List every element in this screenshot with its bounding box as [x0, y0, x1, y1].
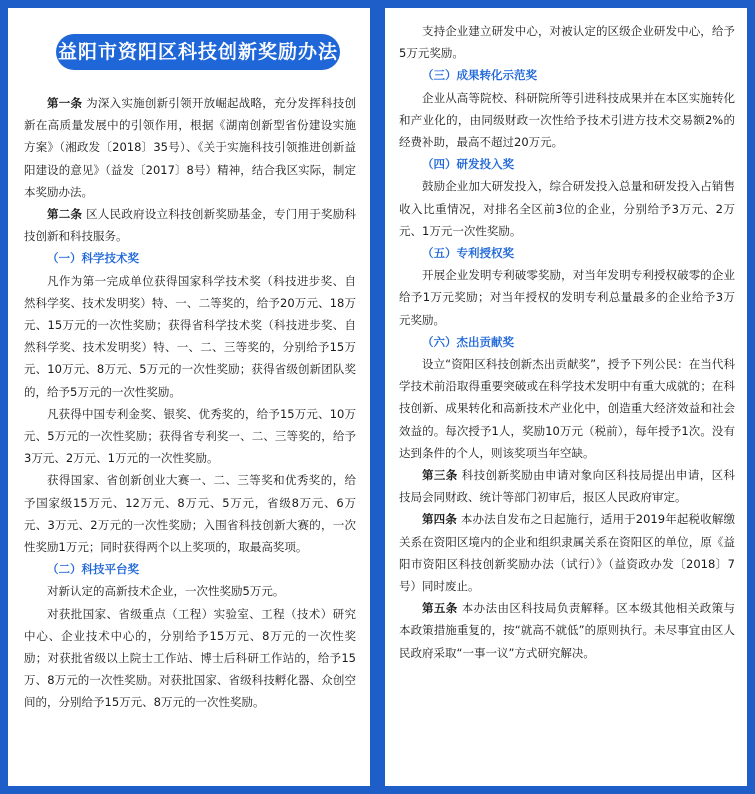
article-label: 第五条 [422, 601, 458, 616]
article-paragraph [24, 92, 356, 203]
article-paragraph [399, 508, 735, 597]
right-page [385, 8, 747, 786]
article-paragraph [399, 597, 735, 664]
section-heading: （三）成果转化示范奖 [422, 68, 537, 83]
article-label: 第三条 [422, 468, 458, 483]
body-paragraph: 对获批国家、省级重点（工程）实验室、工程（技术）研究中心、企业技术中心的，分别给予15万元、8万元的一次性奖励；对获批省级以上院士工作站、博士后科研工作站的，给予15万、8万元的一次性奖励。对获批国家、省级科技孵化器、众创空间的，分别给予15万元、8万元的一次性奖励。 [24, 606, 356, 710]
section-heading: （四）研发投入奖 [422, 157, 514, 172]
article-text: 为深入实施创新引领开放崛起战略，充分发挥科技创新在高质量发展中的引领作用，根据《湖南创新型省份建设实施方案》（湘政发〔2018〕35号）、《关于实施科技引领推进创新益阳建设的意见》（益发〔2017〕8号）精神，结合我区实际，制定本奖励办法。 [24, 96, 356, 199]
left-content [24, 92, 356, 714]
section-heading: （一）科学技术奖 [47, 251, 139, 266]
body-paragraph: 对新认定的高新技术企业，一次性奖励5万元。 [47, 584, 285, 599]
article-label: 第四条 [422, 512, 457, 527]
article-label: 第一条 [47, 96, 83, 110]
section-heading: （六）杰出贡献奖 [422, 334, 514, 349]
section-heading: （二）科技平台奖 [47, 562, 139, 577]
article-paragraph [399, 464, 735, 508]
body-paragraph: 获得国家、省创新创业大赛一、二、三等奖和优秀奖的，给予国家级15万元、12万元、8万元、5万元，省级8万元、6万元、3万元、2万元的一次性奖励；入围省科技创新大赛的，一次性奖励1万元；同时获得两个以上奖项的，取最高奖项。 [24, 473, 356, 555]
body-paragraph: 凡获得中国专利金奖、银奖、优秀奖的，给予15万元、10万元、5万元的一次性奖励；获得省专利奖一、二、三等奖的，给予3万元、2万元、1万元的一次性奖励。 [24, 406, 356, 466]
article-paragraph [24, 203, 356, 247]
left-page [8, 8, 370, 786]
body-paragraph: 开展企业发明专利破零奖励，对当年发明专利授权破零的企业给予1万元奖励；对当年授权的发明专利总量最多的企业给予3万元奖励。 [399, 268, 735, 327]
article-text: 本办法自发布之日起施行，适用于2019年起税收解缴关系在资阳区境内的企业和组织隶属关系在资阳区的单位，原《益阳市资阳区科技创新奖励办法（试行）》（益资政办发〔2018〕7号）同时废止。 [399, 512, 736, 594]
article-label: 第二条 [47, 207, 83, 222]
body-paragraph: 支持企业建立研发中心，对被认定的区级企业研发中心，给予5万元奖励。 [399, 24, 735, 61]
body-paragraph: 鼓励企业加大研发投入，综合研发投入总量和研发投入占销售收入比重情况，对排名全区前3位的企业，分别给予3万元、2万元、1万元一次性奖励。 [399, 179, 735, 238]
document-title: 益阳市资阳区科技创新奖励办法 [56, 34, 340, 70]
body-paragraph: 凡作为第一完成单位获得国家科学技术奖（科技进步奖、自然科学奖、技术发明奖）特、一、二等奖的，给予20万元、18万元、15万元的一次性奖励；获得省科学技术奖（科技进步奖、自然科学奖、技术发明奖）特、一、二、三等奖的，分别给予15万元、10万元、8万元、5万元的一次性奖励；获得省级创新团队奖的，给予5万元的一次性奖励。 [24, 273, 356, 399]
article-text: 科技创新奖励由申请对象向区科技局提出申请，区科技局会同财政、统计等部门初审后，报区人民政府审定。 [399, 468, 736, 505]
article-text: 本办法由区科技局负责解释。区本级其他相关政策与本政策措施重复的，按“就高不就低”的原则执行。未尽事宜由区人民政府采取“一事一议”方式研究解决。 [399, 601, 736, 660]
body-paragraph: 企业从高等院校、科研院所等引进科技成果并在本区实施转化和产业化的，由同级财政一次性给予技术引进方技术交易额2%的经费补助，最高不超过20万元。 [399, 90, 735, 150]
body-paragraph: 设立“资阳区科技创新杰出贡献奖”，授予下列公民：在当代科学技术前沿取得重要突破或在科学技术发明中有重大成就的；在科技创新、成果转化和高新技术产业化中，创造重大经济效益和社会效益的。每次授予1人，奖励10万元（税前），每年授予1次。没有达到条件的个人，则该奖项当年空缺。 [399, 357, 735, 460]
article-text: 区人民政府设立科技创新奖励基金，专门用于奖励科技创新和科技服务。 [24, 207, 356, 244]
right-content [399, 20, 735, 664]
section-heading: （五）专利授权奖 [422, 246, 514, 261]
